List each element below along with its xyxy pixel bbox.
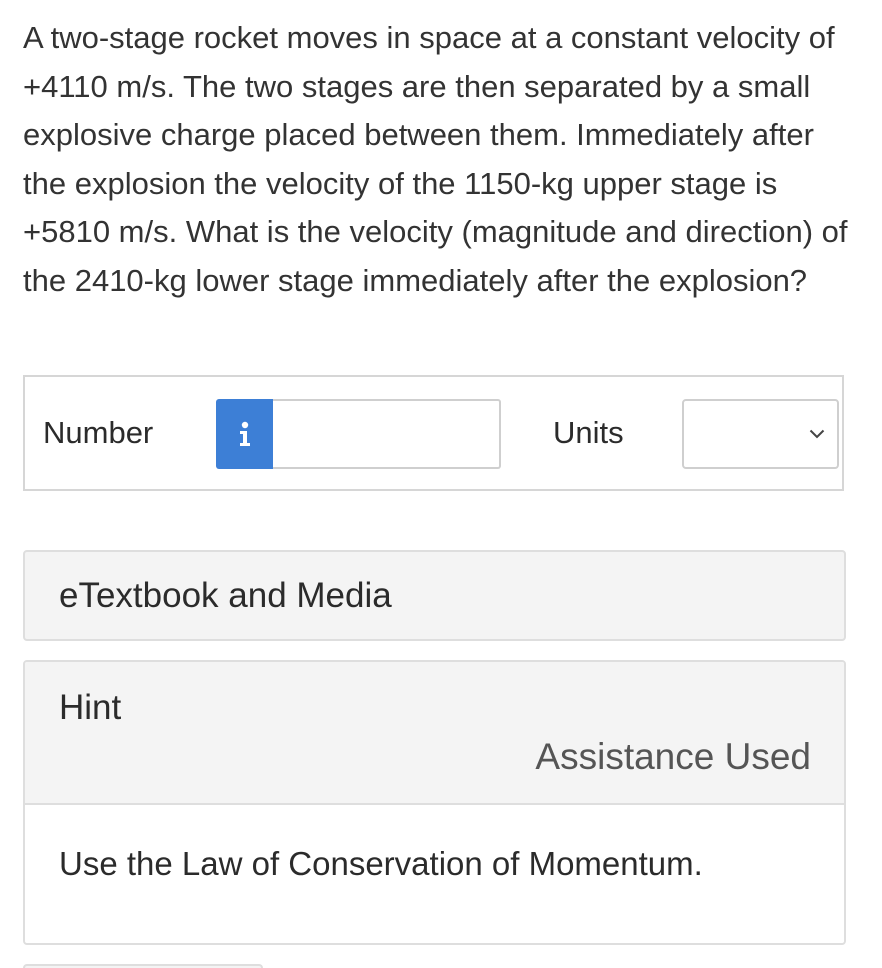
units-select[interactable] bbox=[682, 399, 839, 469]
etextbook-label: eTextbook and Media bbox=[59, 576, 392, 615]
answer-row bbox=[23, 375, 844, 491]
info-icon bbox=[238, 421, 252, 447]
chevron-down-icon bbox=[809, 429, 825, 439]
next-panel[interactable] bbox=[23, 964, 263, 968]
hint-title: Hint bbox=[59, 688, 122, 727]
number-input[interactable] bbox=[273, 399, 501, 469]
hint-header[interactable] bbox=[25, 662, 844, 805]
etextbook-panel[interactable] bbox=[23, 550, 846, 641]
number-label: Number bbox=[43, 415, 154, 450]
hint-panel bbox=[23, 660, 846, 945]
assistance-used-label: Assistance Used bbox=[535, 736, 811, 777]
units-label: Units bbox=[553, 415, 624, 450]
info-button[interactable] bbox=[216, 399, 273, 469]
question-text: A two-stage rocket moves in space at a constant velocity of +4110 m/s. The two stages are then separated by a small explosive charge placed between them. Immediately after the explosion the velocity of the 1150-kg upper stage is +5810 m/s. What is the velocity (magnitude and direction) of the 2410-kg lower stage immediately after the explosion? bbox=[23, 20, 848, 298]
hint-text: Use the Law of Conservation of Momentum. bbox=[59, 845, 703, 882]
